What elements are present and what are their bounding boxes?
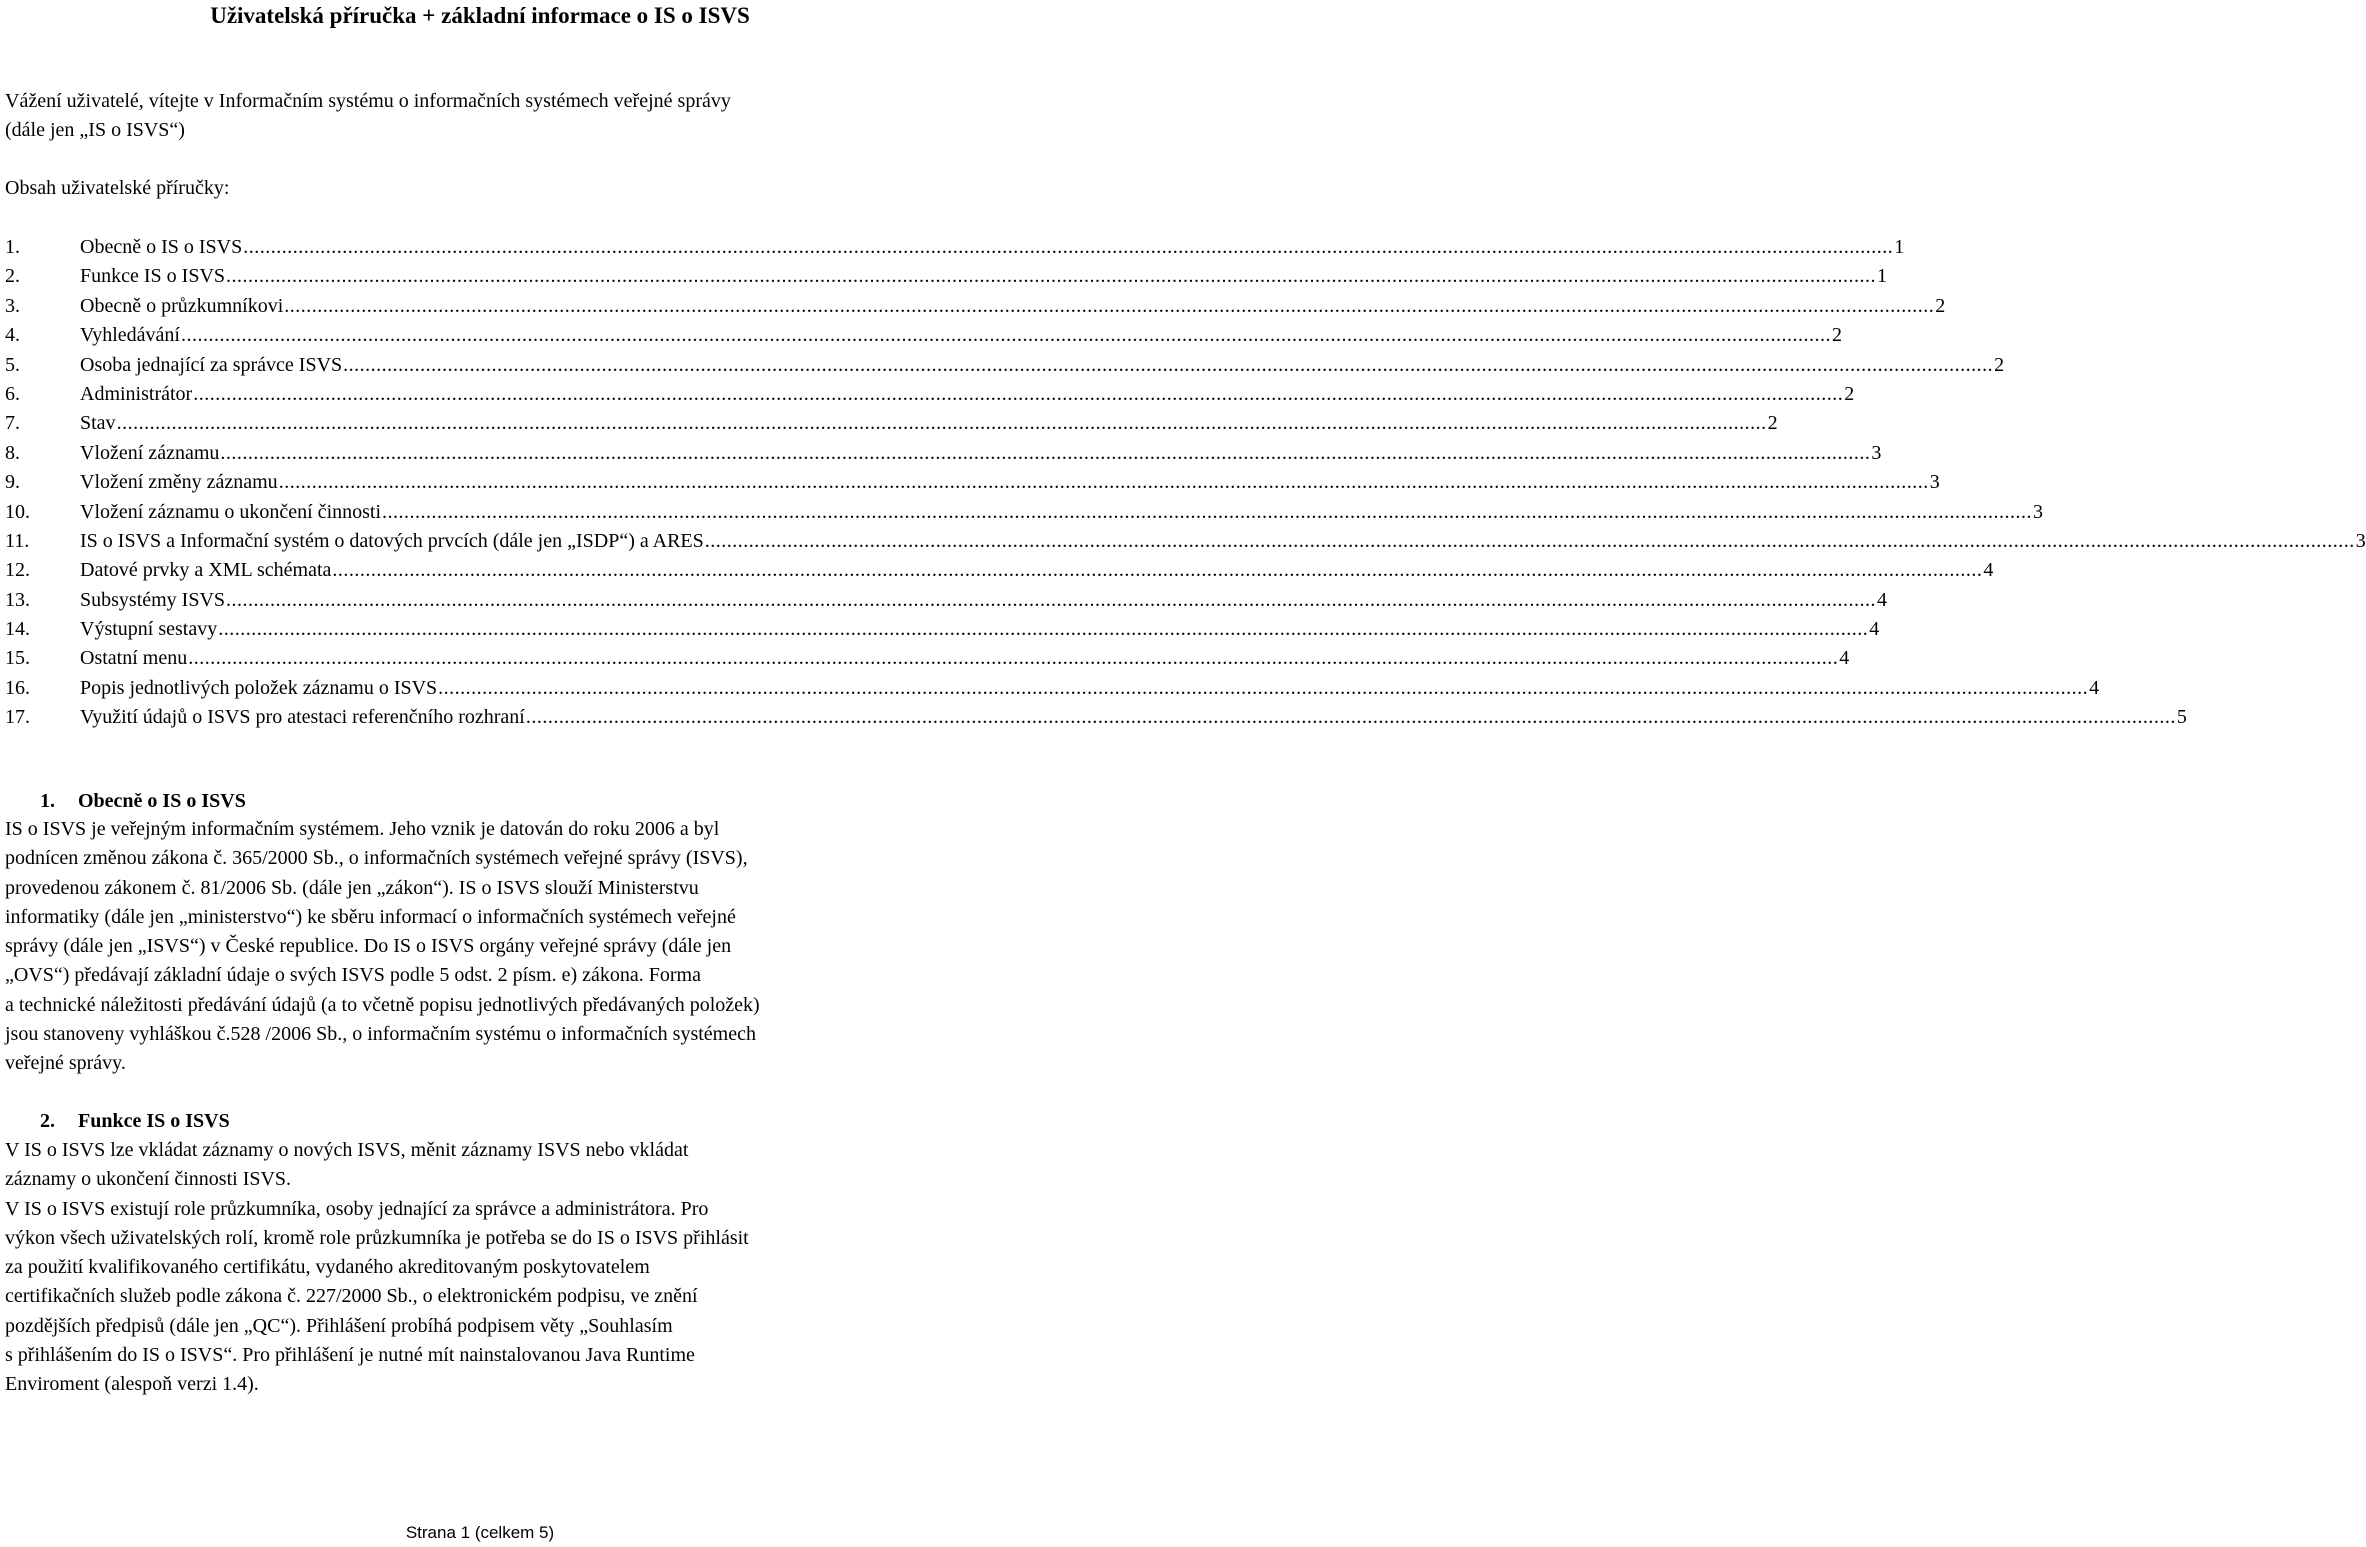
toc-item-number: 1. [5,236,20,258]
toc-item-page: 3 [2033,500,2044,523]
toc-leader-dots: ............................................................................................................................................................................................................................................................................................................ [180,324,1831,347]
toc-item-number: 6. [5,382,20,405]
toc-item-number: 7. [5,412,20,435]
toc-item-page: 2 [1844,382,1855,405]
toc-leader-dots: ............................................................................................................................................................................................................................................................................................................ [382,500,2033,523]
body-line: V IS o ISVS existují role průzkumníka, osoby jednající za správce a administrátora. Pro [5,1197,709,1220]
toc-item[interactable] [5,380,1855,409]
body-line: certifikačních služeb podle zákona č. 227/2000 Sb., o elektronickém podpisu, ve znění [5,1285,698,1308]
toc-leader-dots: ............................................................................................................................................................................................................................................................................................................ [525,706,2176,729]
toc-item-page: 2 [1935,294,1946,317]
toc-item-label: Vložení změny záznamu [80,471,278,494]
body-line: a technické náležitosti předávání údajů (a to včetně popisu jednotlivých předávaných položek) [5,993,760,1016]
document-title: Uživatelská příručka + základní informace o IS o ISVS [210,3,750,28]
toc-item-number: 13. [5,588,30,611]
toc-item-label: Datové prvky a XML schémata [80,559,332,582]
toc-leader-dots: ............................................................................................................................................................................................................................................................................................................ [243,236,1894,258]
toc-leader-dots: ............................................................................................................................................................................................................................................................................................................ [188,647,1839,670]
body-line: V IS o ISVS lze vkládat záznamy o nových ISVS, měnit záznamy ISVS nebo vkládat [5,1139,689,1161]
section-1-body [5,815,940,1079]
toc-item-label: Vložení záznamu o ukončení činnosti [80,500,382,523]
toc-item-page: 4 [1839,647,1850,670]
intro-paragraph [5,87,935,145]
toc-item[interactable] [5,262,1888,291]
toc-item[interactable] [5,703,2187,732]
toc-item[interactable] [5,468,1940,497]
body-line: IS o ISVS je veřejným informačním systémem. Jeho vznik je datován do roku 2006 a byl [5,818,720,840]
toc-item[interactable] [5,556,1994,585]
toc-leader-dots: ............................................................................................................................................................................................................................................................................................................ [704,529,2355,552]
toc-item[interactable] [5,586,1888,615]
toc-leader-dots: ............................................................................................................................................................................................................................................................................................................ [438,676,2089,699]
body-line: provedenou zákonem č. 81/2006 Sb. (dále jen „zákon“). IS o ISVS slouží Ministerstvu [5,876,699,899]
body-line: výkon všech uživatelských rolí, kromě role průzkumníka je potřeba se do IS o ISVS přihlásit [5,1226,749,1249]
body-line: veřejné správy. [5,1052,126,1075]
section-number: 2. [40,1110,55,1132]
body-line: za použití kvalifikovaného certifikátu, vydaného akreditovaným poskytovatelem [5,1256,650,1279]
toc-item-label: Obecně o IS o ISVS [80,236,243,258]
toc-item-label: IS o ISVS a Informační systém o datových prvcích (dále jen „ISDP“) a ARES [80,529,704,552]
toc-leader-dots: ............................................................................................................................................................................................................................................................................................................ [220,441,1871,464]
toc-item-number: 5. [5,353,20,376]
toc-leader-dots: ............................................................................................................................................................................................................................................................................................................ [284,294,1935,317]
toc-item-number: 10. [5,500,30,523]
toc-leader-dots: ............................................................................................................................................................................................................................................................................................................ [332,559,1983,582]
toc-item-page: 1 [1877,265,1888,288]
toc-item-label: Osoba jednající za správce ISVS [80,353,343,376]
toc-leader-dots: ............................................................................................................................................................................................................................................................................................................ [193,382,1844,405]
toc-item[interactable] [5,321,1842,350]
toc-item-number: 9. [5,471,20,494]
toc-leader-dots: ............................................................................................................................................................................................................................................................................................................ [226,265,1877,288]
toc-item-number: 14. [5,618,30,641]
toc-item-label: Ostatní menu [80,647,188,670]
toc-item[interactable] [5,233,1905,262]
body-line: „OVS“) předávají základní údaje o svých ISVS podle 5 odst. 2 písm. e) zákona. Forma [5,964,701,987]
toc-leader-dots: ............................................................................................................................................................................................................................................................................................................ [218,618,1869,641]
toc-item-label: Stav [80,412,116,435]
toc-item-page: 4 [1983,559,1994,582]
toc-item-number: 17. [5,706,30,729]
section-1-heading [40,787,246,815]
toc-item[interactable] [5,439,1882,468]
body-line: podnícen změnou zákona č. 365/2000 Sb., o informačních systémech veřejné správy (ISVS), [5,847,748,870]
section-number: 1. [40,790,55,812]
toc-leader-dots: ............................................................................................................................................................................................................................................................................................................ [343,353,1994,376]
toc-item-label: Administrátor [80,382,193,405]
toc-item[interactable] [5,615,1880,644]
toc-item-page: 2 [1767,412,1778,435]
toc-item[interactable] [5,498,2044,527]
toc-item-label: Obecně o průzkumníkovi [80,294,284,317]
body-line: záznamy o ukončení činnosti ISVS. [5,1168,292,1191]
toc-item-page: 1 [1894,236,1905,258]
toc-item-number: 3. [5,294,20,317]
toc-item-page: 3 [1929,471,1940,494]
body-line: pozdějších předpisů (dále jen „QC“). Přihlášení probíhá podpisem věty „Souhlasím [5,1314,673,1337]
page-footer: Strana 1 (celkem 5) [405,1523,555,1542]
toc-item-page: 3 [1871,441,1882,464]
toc-item-label: Vyhledávání [80,324,180,347]
toc-item-label: Výstupní sestavy [80,618,218,641]
body-line: Enviroment (alespoň verzi 1.4). [5,1373,259,1396]
toc-item-page: 4 [1877,588,1888,611]
toc-item-number: 12. [5,559,30,582]
toc-item[interactable] [5,527,2366,556]
toc-leader-dots: ............................................................................................................................................................................................................................................................................................................ [116,412,1767,435]
toc-item-label: Funkce IS o ISVS [80,265,226,288]
body-line: jsou stanoveny vyhláškou č.528 /2006 Sb., o informačním systému o informačních systémech [5,1023,756,1046]
table-of-contents [5,233,2366,733]
body-line: s přihlášením do IS o ISVS“. Pro přihlášení je nutné mít nainstalovanou Java Runtime [5,1344,695,1367]
section-2-heading [40,1107,230,1135]
toc-item-page: 4 [2089,676,2100,699]
toc-item-page: 2 [1831,324,1842,347]
toc-item-page: 4 [1869,618,1880,641]
toc-heading: Obsah uživatelské příručky: [5,177,230,199]
toc-item[interactable] [5,409,1778,438]
toc-item-number: 11. [5,529,30,552]
toc-item-number: 2. [5,265,20,288]
toc-leader-dots: ............................................................................................................................................................................................................................................................................................................ [226,588,1877,611]
section-title: Obecně o IS o ISVS [78,790,246,812]
section-title: Funkce IS o ISVS [78,1110,230,1132]
toc-item-number: 15. [5,647,30,670]
toc-item-label: Využití údajů o ISVS pro atestaci referenčního rozhraní [80,706,525,729]
intro-line: (dále jen „IS o ISVS“) [5,119,185,141]
body-line: správy (dále jen „ISVS“) v České republice. Do IS o ISVS orgány veřejné správy (dále jen [5,935,732,958]
toc-item-label: Vložení záznamu [80,441,220,464]
section-2-body [5,1136,940,1400]
toc-item-page: 5 [2176,706,2187,729]
toc-item-label: Subsystémy ISVS [80,588,226,611]
toc-item-page: 2 [1994,353,2005,376]
toc-item[interactable] [5,674,2100,703]
toc-leader-dots: ............................................................................................................................................................................................................................................................................................................ [278,471,1929,494]
toc-item[interactable] [5,351,2005,380]
toc-item[interactable] [5,292,1946,321]
intro-line: Vážení uživatelé, vítejte v Informačním systému o informačních systémech veřejné správy [5,90,731,112]
toc-item[interactable] [5,644,1850,673]
body-line: informatiky (dále jen „ministerstvo“) ke sběru informací o informačních systémech veřejné [5,905,736,928]
toc-item-number: 8. [5,441,20,464]
toc-item-label: Popis jednotlivých položek záznamu o ISVS [80,676,438,699]
toc-item-number: 4. [5,324,20,347]
toc-item-page: 3 [2355,529,2366,552]
toc-item-number: 16. [5,676,30,699]
